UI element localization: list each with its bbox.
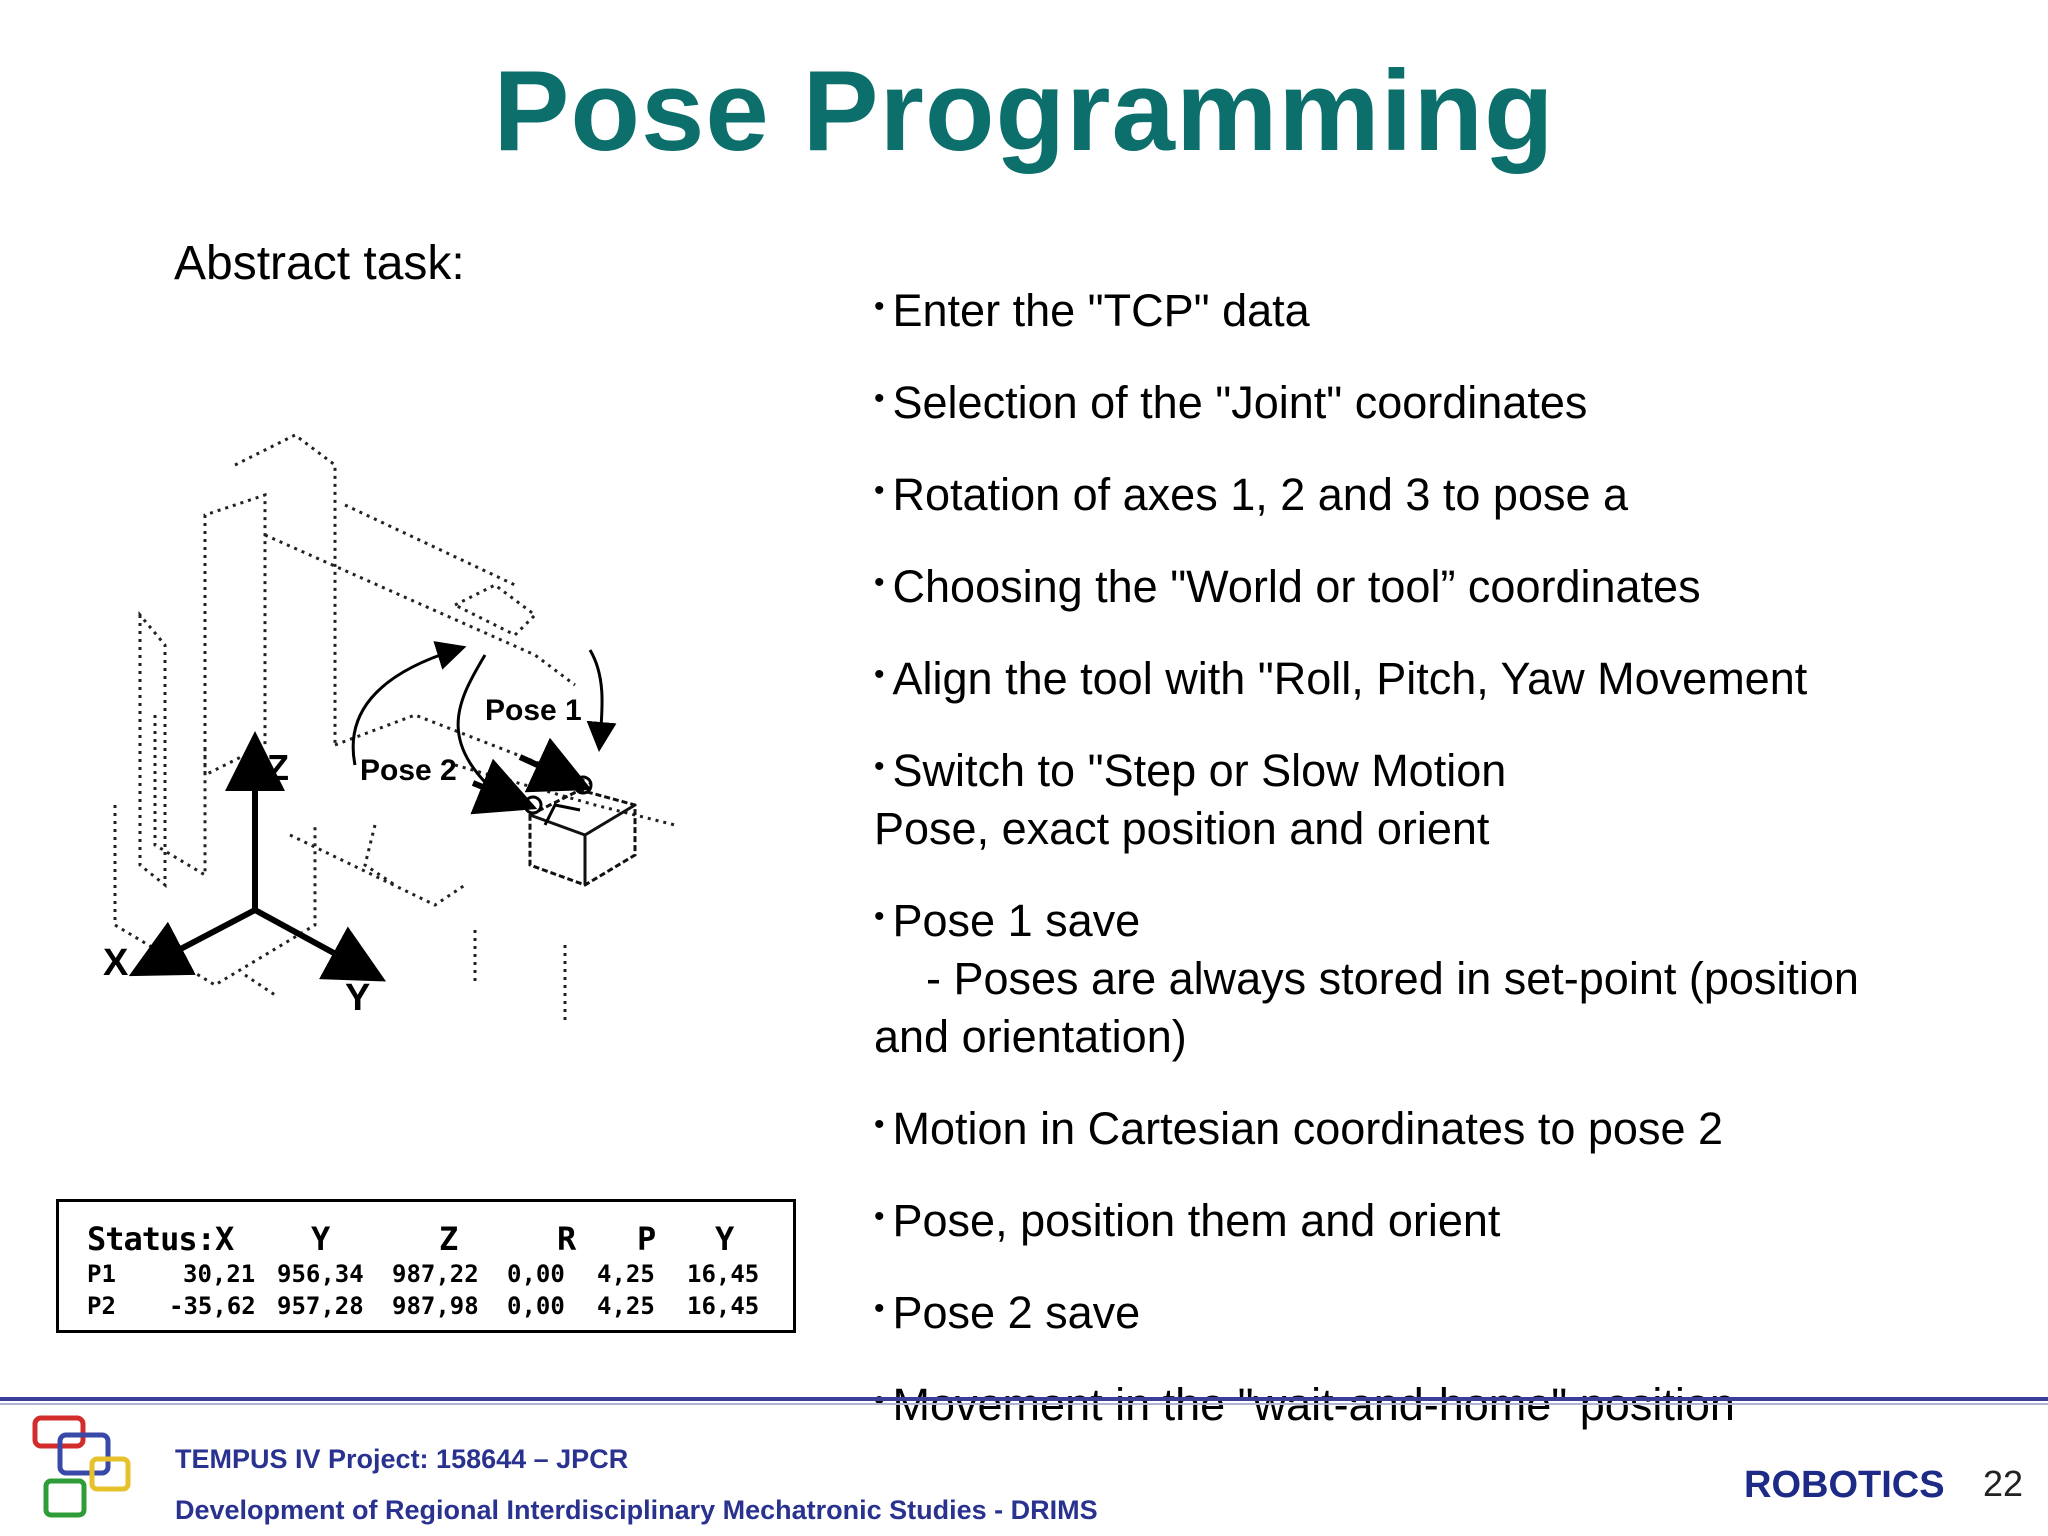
robot-pose-figure bbox=[95, 385, 755, 1125]
slide-title: Pose Programming bbox=[493, 48, 1555, 175]
bullet-item: • Rotation of axes 1, 2 and 3 to pose a bbox=[874, 469, 1629, 520]
bullet-item: • Pose, position them and orient bbox=[874, 1195, 1501, 1246]
bullet-dot-icon: • bbox=[874, 566, 885, 599]
page-number: 22 bbox=[1983, 1463, 2024, 1504]
axis-x-label: X bbox=[103, 942, 129, 984]
bullet-dot-icon: • bbox=[874, 900, 885, 933]
status-label: Status: bbox=[87, 1220, 215, 1258]
footer-brand: ROBOTICS bbox=[1744, 1464, 1945, 1506]
bullet-subline: - Poses are always stored in set-point (position bbox=[926, 953, 1859, 1004]
bullet-dot-icon: • bbox=[874, 1200, 885, 1233]
tempus-logo-icon bbox=[30, 1413, 140, 1523]
status-col-header: P bbox=[637, 1220, 656, 1258]
bullet-item: • Motion in Cartesian coordinates to pose 2 bbox=[874, 1103, 1723, 1154]
bullet-dot-icon: • bbox=[874, 474, 885, 507]
status-col-header: Y bbox=[715, 1220, 734, 1258]
bullet-item: • Align the tool with "Roll, Pitch, Yaw Movement bbox=[874, 653, 1808, 704]
footer-project-line: TEMPUS IV Project: 158644 – JPCR bbox=[175, 1444, 629, 1474]
bullet-continuation: and orientation) bbox=[874, 1011, 1187, 1062]
status-col-header: X bbox=[215, 1220, 234, 1258]
footer-program-line: Development of Regional Interdisciplinary Mechatronic Studies - DRIMS bbox=[175, 1495, 1098, 1525]
bullet-continuation: Pose, exact position and orient bbox=[874, 803, 1490, 854]
status-col-header: Z bbox=[439, 1220, 458, 1258]
status-col-header: R bbox=[557, 1220, 576, 1258]
bullet-dot-icon: • bbox=[874, 290, 885, 323]
status-panel: Status: X Y Z R P Y P1 30,21 956,34 987,22 0,00 4,25 16,45 P2 -35,62 957,28 987,98 0,00 4,25 16,45 bbox=[56, 1199, 796, 1333]
slide-subtitle: Abstract task: bbox=[174, 237, 465, 290]
bullet-list bbox=[874, 278, 2024, 1464]
pose2-label: Pose 2 bbox=[360, 754, 457, 787]
bullet-item: • Pose 2 save bbox=[874, 1287, 1141, 1338]
footer-divider bbox=[0, 1397, 2048, 1401]
bullet-dot-icon: • bbox=[874, 1108, 885, 1141]
bullet-item: • Switch to "Step or Slow Motion Pose, exact position and orient bbox=[874, 745, 1507, 854]
bullet-dot-icon: • bbox=[874, 382, 885, 415]
bullet-dot-icon: • bbox=[874, 750, 885, 783]
bullet-item: • Choosing the "World or tool” coordinates bbox=[874, 561, 1701, 612]
workpiece-box bbox=[530, 790, 635, 885]
status-col-header: Y bbox=[311, 1220, 330, 1258]
footer-divider-shadow bbox=[0, 1403, 2048, 1405]
bullet-item: • Pose 1 save - Poses are always stored in set-point (position and orientation) bbox=[874, 895, 1859, 1062]
axis-z-label: Z bbox=[267, 747, 289, 788]
pose1-label: Pose 1 bbox=[485, 694, 582, 727]
bullet-item: • Enter the "TCP" data bbox=[874, 285, 1310, 336]
bullet-item: • Selection of the "Joint" coordinates bbox=[874, 377, 1588, 428]
bullet-dot-icon: • bbox=[874, 658, 885, 691]
bullet-dot-icon: • bbox=[874, 1292, 885, 1325]
axis-y-label: Y bbox=[345, 977, 371, 1019]
